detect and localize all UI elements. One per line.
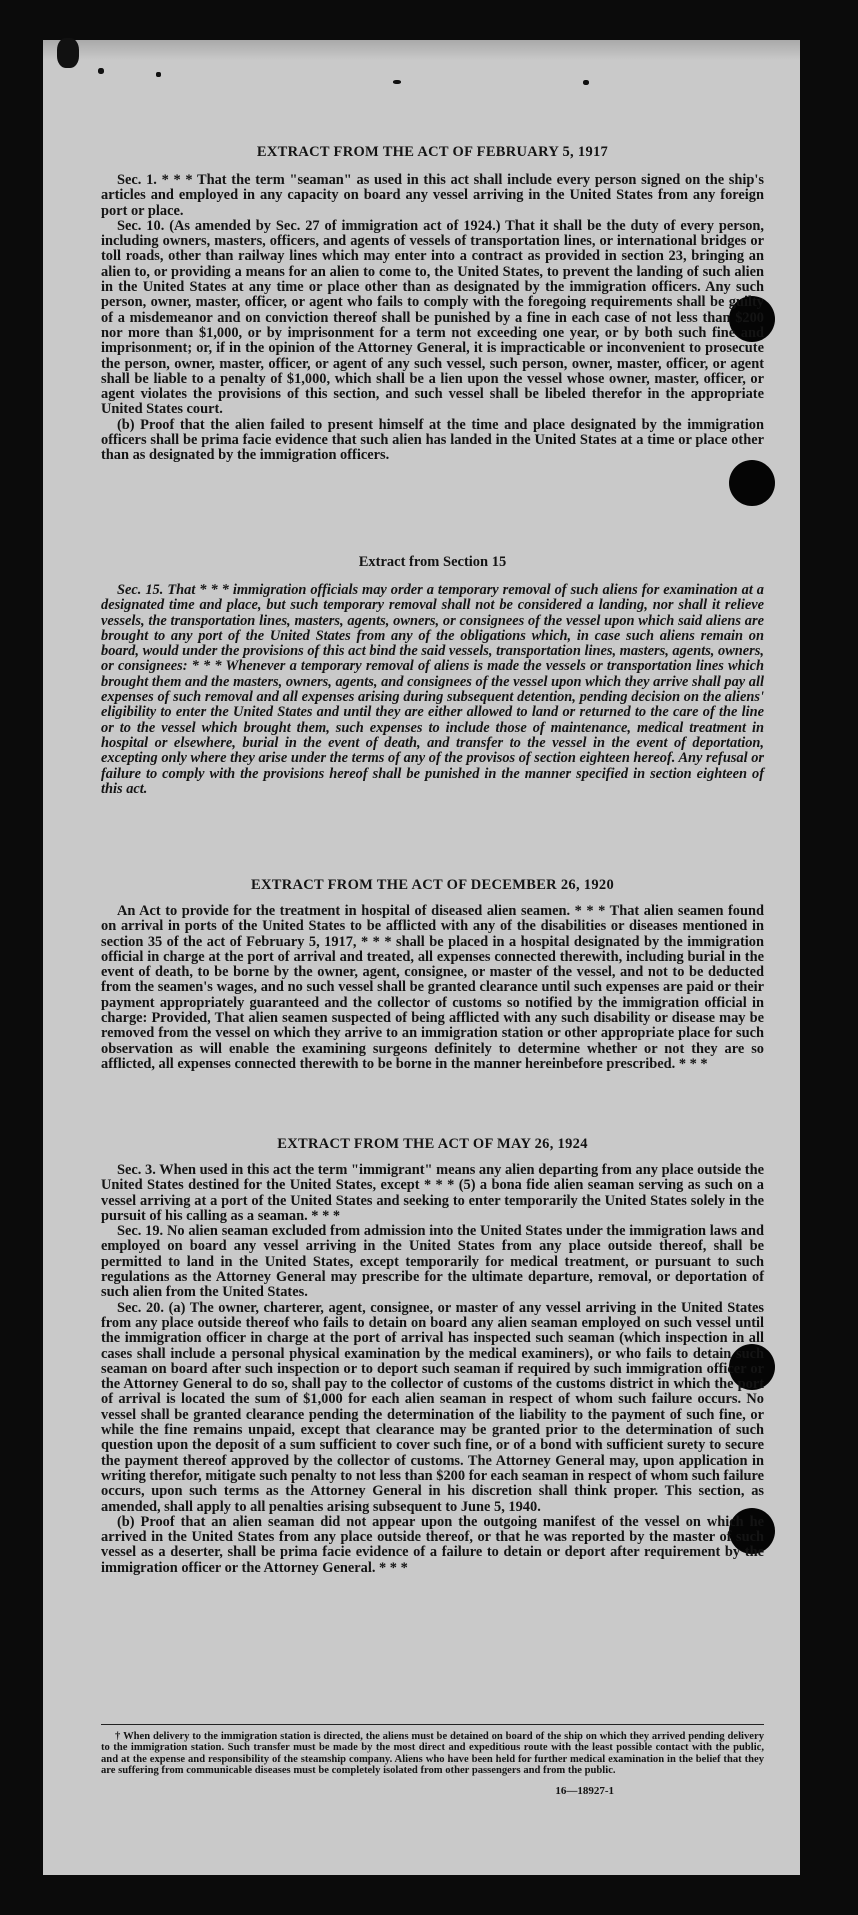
paragraph-sec-3: Sec. 3. When used in this act the term "immigrant" means any alien departing from any place outside the United States destined for the United States, except * * * (5) a bona fide alien seaman serving as such on a vessel arriving at a port of the United States and seeking to enter temporarily the United States solely in the pursuit of his calling as a seaman. * * * bbox=[101, 1162, 764, 1224]
section-heading: EXTRACT FROM THE ACT OF DECEMBER 26, 1920 bbox=[250, 877, 615, 893]
section-act-1920 bbox=[101, 877, 764, 1072]
paragraph-sec-20-a: Sec. 20. (a) The owner, charterer, agent, consignee, or master of any vessel arriving in the United States from any place outside thereof who fails to detain on board any alien seaman employed on such vessel until the immigration officer in charge at the port of arrival has inspected such seaman (which inspection in all cases shall include a personal physical examination by the medical examiners), or who fails to detain such seaman on board after such inspection or to deport such seaman if required by such immigration officer or the Attorney General to do so, shall pay to the collector of customs of the customs district in which the port of arrival is located the sum of $1,000 for each alien seaman in respect of whom such failure occurs. No vessel shall be granted clearance pending the determination of the liability to the payment of such fine, or while the fine remains unpaid, except that clearance may be granted prior to the determination of such question upon the deposit of a sum sufficient to cover such fine, or of a bond with sufficient surety to secure the payment thereof approved by the collector of customs. The Attorney General may, upon application in writing therefor, mitigate such penalty to not less than $200 for each seaman in respect of whom such failure occurs, upon such terms as the Attorney General in his discretion shall think proper. This section, as amended, shall apply to all penalties arising subsequent to June 5, 1940. bbox=[101, 1299, 764, 1515]
section-heading: EXTRACT FROM THE ACT OF MAY 26, 1924 bbox=[277, 1136, 588, 1152]
footnote-block bbox=[101, 1716, 764, 1797]
section-heading: Extract from Section 15 bbox=[358, 554, 507, 570]
page-top-edge bbox=[43, 40, 800, 60]
section-heading: EXTRACT FROM THE ACT OF FEBRUARY 5, 1917 bbox=[256, 144, 609, 160]
footnote-text: † When delivery to the immigration station is directed, the aliens must be detained on board of the ship on which they arrived pending delivery to the immigration station. Such transfer must be made by the most direct and expeditious route with the least possible contact with the public, and at the expense and responsibility of the steamship company. Aliens who have been held for further medical examination in the belief that they are suffering from communicable diseases must be completely isolated from other passengers and from the public. bbox=[101, 1731, 764, 1777]
ink-speck bbox=[393, 80, 401, 84]
document-page bbox=[43, 40, 800, 1875]
form-number: 16—18927-1 bbox=[555, 1784, 614, 1797]
section-act-1917 bbox=[101, 144, 764, 464]
section-extract-15 bbox=[101, 554, 764, 797]
punch-hole bbox=[729, 460, 775, 506]
paragraph-act-1920: An Act to provide for the treatment in hospital of diseased alien seamen. * * * That alien seamen found on arrival in ports of the United States to be afflicted with any of the disabilities or diseases mentioned in section 35 of the act of February 5, 1917, * * * shall be placed in a hospital designated by the immigration official in charge at the port of arrival and treated, all expenses connected therewith, including burial in the event of death, to be borne by the owner, agent, consignee, or master of the vessel, and not to be deducted from the seamen's wages, and no such vessel shall be granted clearance until such expenses are paid or their payment appropriately guaranteed and the collector of customs so notified by the immigration official in charge: Provided, That alien seamen suspected of being afflicted with any such disability or disease may be removed from the vessel on which they arrive to an immigration station or other appropriate place for such observation as will enable the examining surgeons definitely to determine whether or not they are so afflicted, all expenses connected therewith to be borne in the manner hereinbefore prescribed. * * * bbox=[101, 903, 764, 1072]
ink-speck bbox=[583, 80, 589, 85]
paragraph-sec-10-b: (b) Proof that the alien failed to present himself at the time and place designated by the immigration officers shall be prima facie evidence that such alien has landed in the United States at a time or place other than as designated by the immigration officers. bbox=[101, 416, 764, 464]
paragraph-sec-20-b: (b) Proof that an alien seaman did not appear upon the outgoing manifest of the vessel on which he arrived in the United States from any place outside thereof, or that he was reported by the master of such vessel as a deserter, shall be prima facie evidence of a failure to detain or deport after requirement by the immigration officer or the Attorney General. * * * bbox=[101, 1513, 764, 1576]
ink-speck bbox=[98, 68, 104, 74]
ink-speck bbox=[156, 72, 161, 77]
section-act-1924 bbox=[101, 1136, 764, 1576]
paragraph-sec-10: Sec. 10. (As amended by Sec. 27 of immigration act of 1924.) That it shall be the duty of every person, including owners, masters, officers, and agents of vessels of transportation lines, or international bridges or toll roads, other than railway lines which may enter into a contract as provided in section 23, bringing an alien to, or providing a means for an alien to come to, the United States, to prevent the landing of such alien in the United States at any time or place other than as designated by the immigration officers. Any such person, owner, master, officer, or agent who fails to comply with the foregoing requirements shall be guilty of a misdemeanor and on conviction thereof shall be punished by a fine in each case of not less than $200 nor more than $1,000, or by imprisonment for a term not exceeding one year, or by both such fine and imprisonment; or, if in the opinion of the Attorney General, it is impracticable or inconvenient to prosecute the person, owner, master, officer, or agent of any such vessel, such person, owner, master, officer, or agent shall be liable to a penalty of $1,000, which shall be a lien upon the vessel whose owner, master, officer, or agent violates the provisions of this section, and such vessel shall be libeled therefor in the appropriate United States court. bbox=[101, 217, 764, 418]
paragraph-sec-15: Sec. 15. That * * * immigration officials may order a temporary removal of such aliens for examination at a designated time and place, but such temporary removal shall not be considered a landing, nor shall it relieve vessels, the transportation lines, masters, agents, owners, or consignees of the vessel upon which said aliens are brought to any port of the United States from any of the obligations which, in case such aliens remain on board, would under the provisions of this act bind the said vessels, transportation lines, masters, agents, owners, or consignees: * * * Whenever a temporary removal of aliens is made the vessels or transportation lines which brought them and the masters, owners, agents, and consignees of the vessel upon which they arrive shall pay all expenses of such removal and all expenses arising during subsequent detention, pending decision on the aliens' eligibility to enter the United States and until they are either allowed to land or returned to the care of the line or to the vessel which brought them, such expenses to include those of maintenance, medical treatment in hospital or elsewhere, burial in the event of death, and transfer to the vessel in the event of deportation, excepting only where they arise under the terms of any of the provisos of section eighteen hereof. Any refusal or failure to comply with the provisions hereof shall be punished in the manner specified in section eighteen of this act. bbox=[101, 582, 765, 797]
paragraph-sec-19: Sec. 19. No alien seaman excluded from admission into the United States under the immigration laws and employed on board any vessel arriving in the United States from any place outside thereof, shall be permitted to land in the United States, except temporarily for medical treatment, or pursuant to such regulations as the Attorney General may prescribe for the ultimate departure, removal, or deportation of such alien from the United States. bbox=[101, 1223, 764, 1301]
footnote-rule bbox=[101, 1724, 764, 1725]
ink-speck bbox=[57, 38, 79, 68]
paragraph-sec-1: Sec. 1. * * * That the term "seaman" as used in this act shall include every person signed on the ship's articles and employed in any capacity on board any vessel arriving in the United States from any foreign port or place. bbox=[101, 172, 764, 219]
